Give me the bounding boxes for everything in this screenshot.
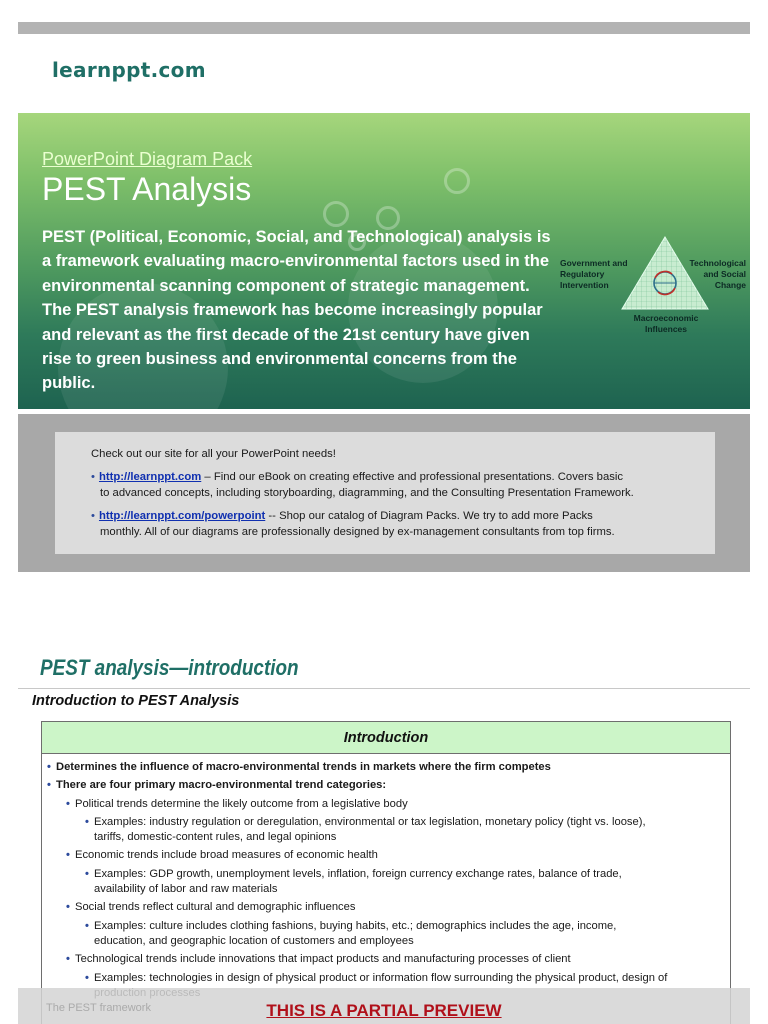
bullet-line [42,848,730,863]
bullet-icon: • [66,797,70,810]
link-learnppt[interactable]: http://learnppt.com [98,471,202,483]
diagram-label-technological: Technological and Social Change [689,258,746,290]
bullet-line [42,797,730,812]
banner-title: PEST Analysis [42,171,252,207]
bullet-line [42,867,730,882]
bullet-icon: • [85,867,89,880]
bullet-text: Examples: GDP growth, unemployment levels, inflation, foreign currency exchange rates, balance of trade, [94,867,622,880]
bullet-icon: • [85,815,89,828]
bullet-line-continued [42,934,730,949]
banner-subtitle: PowerPoint Diagram Pack [42,149,253,169]
bullet-line [42,778,730,793]
bullet-icon: • [47,761,51,773]
bullet-text: Economic trends include broad measures of economic health [75,849,378,862]
bullet-line [42,919,730,934]
introduction-header: Introduction [42,722,730,754]
bullet-text: availability of labor and raw materials [94,883,278,896]
bullet-text: Social trends reflect cultural and demographic influences [75,901,356,914]
top-divider-bar [18,22,750,34]
bullet-icon: • [66,901,70,914]
banner-description: PEST (Political, Economic, Social, and Technological) analysis is a framework evaluating macro-environmental factors used in the environmental scanning component of strategic management. The PEST analysis framework has become increasingly popular and relevant as the first decade of the 21st century have given rise to green business and environmental concerns from the public. [42,228,551,393]
bullet-icon: • [66,953,70,966]
section-title: PEST analysis—introduction [40,655,299,680]
bullet-icon: • [91,510,95,522]
partial-preview-label: THIS IS A PARTIAL PREVIEW [266,1001,502,1020]
bullet-icon: • [47,779,51,792]
decorative-ring [444,168,470,194]
info-item-text-continued: monthly. All of our diagrams are professionally designed by ex-management consultants from top firms. [100,525,615,538]
info-item-learnppt [91,470,701,501]
info-item-text: -- Shop our catalog of Diagram Packs. We try to add more Packs [265,510,593,522]
bullet-line [42,760,730,775]
info-item-text: – Find our eBook on creating effective and professional presentations. Covers basic [201,471,624,483]
bullet-text: education, and geographic location of customers and employees [94,934,414,947]
bullet-text: Examples: technologies in design of physical product or information flow surrounding the physical product, design of [94,971,668,984]
bullet-icon: • [66,849,70,862]
site-logo[interactable]: learnppt.com [52,58,206,82]
bullet-icon: • [85,919,89,932]
bullet-text: There are four primary macro-environmental trend categories: [56,779,387,792]
info-item-powerpoint [91,509,701,540]
decorative-ring [323,201,349,227]
info-intro: Check out our site for all your PowerPoint needs! [91,448,336,460]
info-band [18,414,750,572]
section-divider [18,688,750,689]
diagram-label-government: Government and Regulatory Intervention [560,258,628,290]
bullet-line-continued [42,882,730,897]
bullet-line [42,971,730,986]
pest-triangle-diagram [556,231,746,341]
bullet-line [42,815,730,830]
faded-text-line: The PEST framework [46,1002,151,1014]
link-powerpoint[interactable]: http://learnppt.com/powerpoint [98,510,266,522]
slide-heading: Introduction to PEST Analysis [32,693,240,709]
info-box [55,432,715,554]
bullet-line [42,952,730,967]
diagram-label-macroeconomic: Macroeconomic Influences [633,313,699,334]
title-banner [18,113,750,409]
bullet-icon: • [85,971,89,984]
bullet-icon: • [91,471,95,483]
bullet-text: tariffs, domestic-content rules, and legal opinions [94,831,337,844]
introduction-table [41,721,731,1024]
bullet-text: Examples: industry regulation or deregulation, environmental or tax legislation, monetary policy (tight vs. loose), [94,815,646,828]
info-item-text-continued: to advanced concepts, including storyboarding, diagramming, and the Consulting Presentation Framework. [100,486,634,499]
bullet-text: Determines the influence of macro-environmental trends in markets where the firm competes [56,761,551,773]
bullet-text: Technological trends include innovations that impact products and manufacturing processes of client [75,953,571,966]
bullet-text: Political trends determine the likely outcome from a legislative body [75,797,408,810]
partial-preview-notice [0,1001,768,1021]
bullet-line [42,900,730,915]
bullet-text: Examples: culture includes clothing fashions, buying habits, etc.; demographics includes the age, income, [94,919,617,932]
introduction-body [42,754,730,1001]
bullet-line-continued [42,830,730,845]
